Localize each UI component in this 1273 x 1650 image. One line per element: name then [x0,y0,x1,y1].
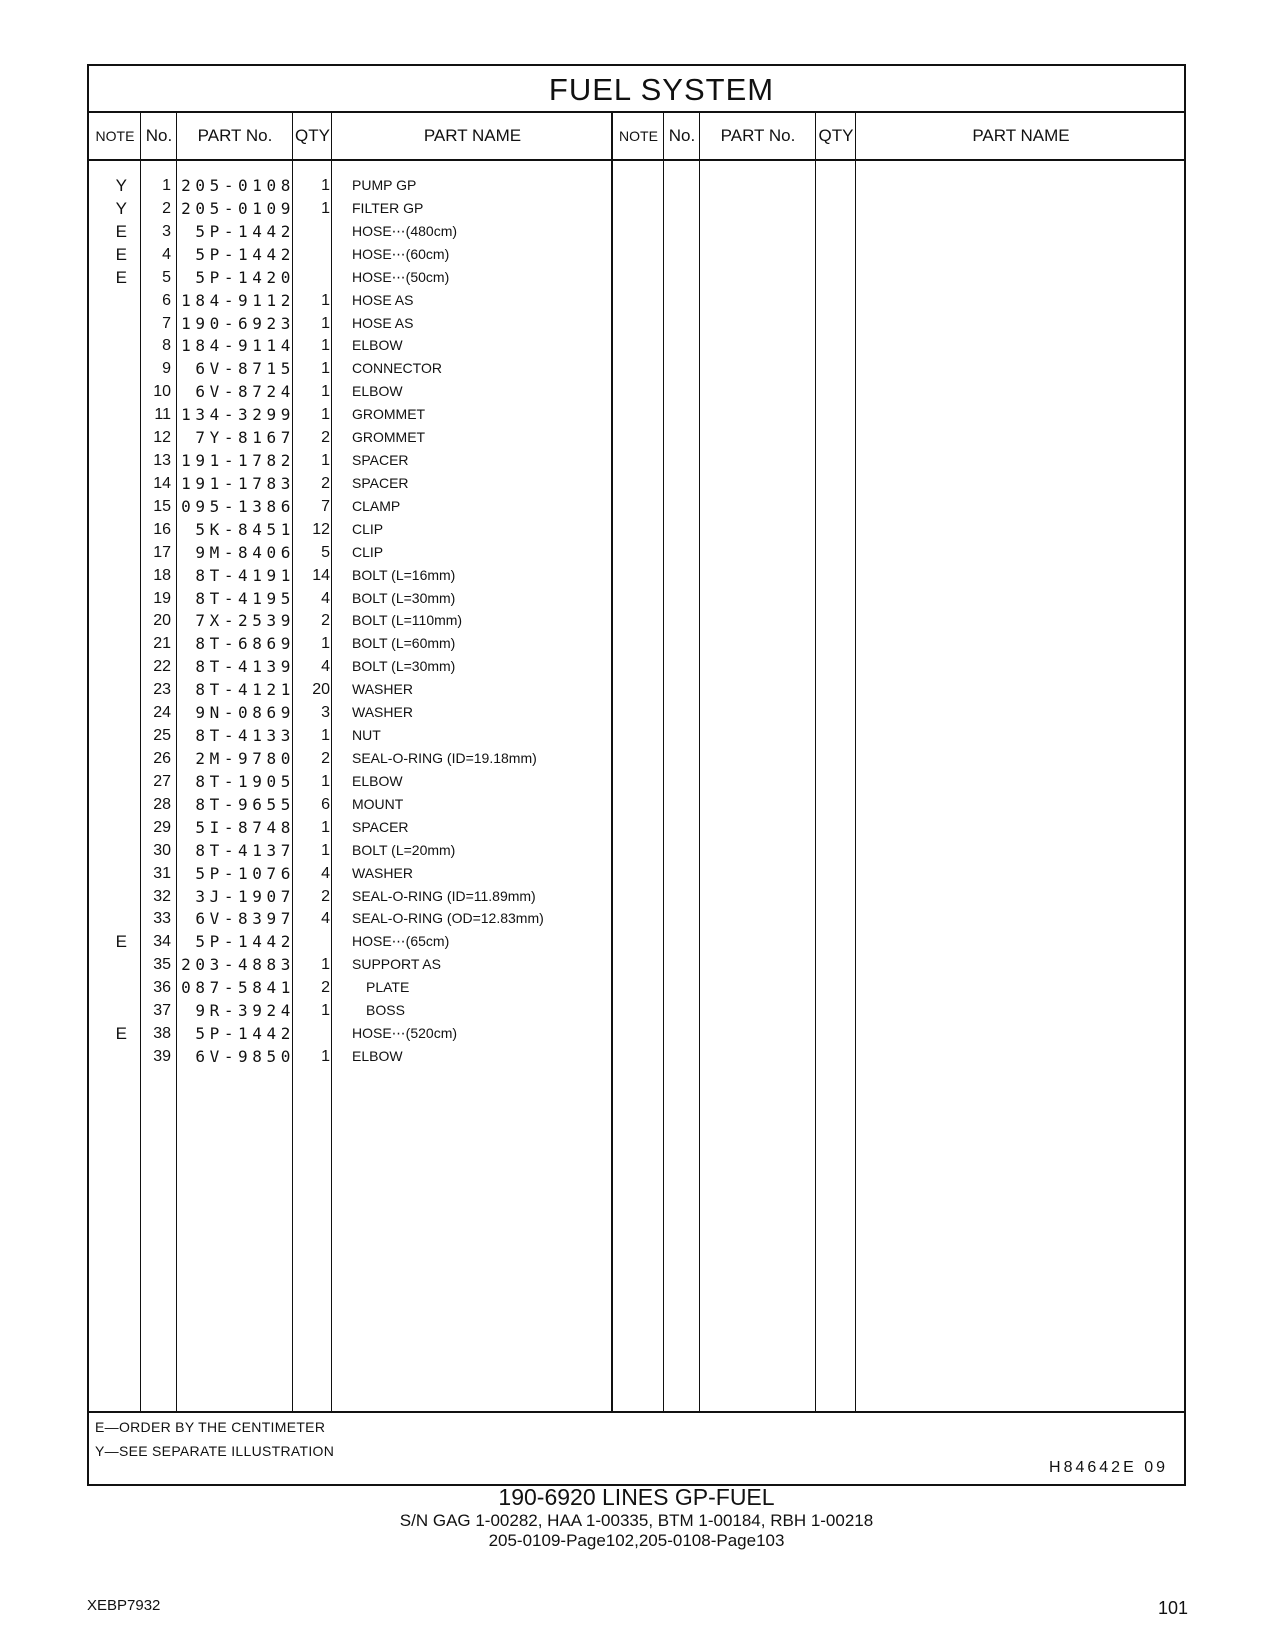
row-part-number: 087-5841 [181,978,295,998]
table-row [89,976,649,999]
table-row [89,426,649,449]
row-part-name: HOSE⋯(65cm) [352,933,450,950]
row-quantity: 4 [321,589,330,607]
row-part-number: 9M-8406 [195,542,295,562]
row-part-number: 5I-8748 [195,817,295,837]
row-quantity: 1 [321,772,330,790]
row-quantity: 1 [321,360,330,378]
row-number: 21 [153,635,171,653]
header-part-name-right: PART NAME [972,126,1070,145]
table-row [89,243,649,266]
row-number: 7 [162,314,171,332]
row-note: Y [115,176,127,195]
row-part-number: 205-0108 [181,176,295,195]
row-number: 6 [162,291,171,309]
row-part-number: 8T-4139 [195,657,295,677]
row-part-name: HOSE⋯(520cm) [352,1025,458,1042]
table-row [89,678,649,701]
row-number: 19 [153,589,171,607]
row-quantity: 2 [321,612,330,630]
table-row [89,930,649,953]
row-part-name: CLAMP [352,497,401,514]
table-row [89,655,649,678]
row-note: E [115,244,127,264]
legend-e: E—ORDER BY THE CENTIMETER [95,1419,326,1435]
row-number: 39 [153,1047,171,1065]
table-row [89,220,649,243]
row-note: E [115,932,127,952]
row-quantity: 1 [321,406,330,424]
table-row [89,564,649,587]
row-quantity: 1 [321,1047,330,1065]
row-part-name: ELBOW [352,337,403,354]
table-header [89,113,1184,161]
row-part-name: HOSE⋯(50cm) [352,268,450,285]
table-row [89,357,649,380]
row-part-name: HOSE⋯(60cm) [352,245,450,262]
row-part-name: SEAL-O-RING (OD=12.83mm) [352,910,544,927]
row-number: 32 [153,887,171,905]
row-number: 23 [153,681,171,699]
row-part-number: 6V-8715 [195,359,295,379]
row-part-number: 5K-8451 [195,519,295,539]
header-no-right: No. [668,126,696,145]
row-number: 18 [153,566,171,584]
row-number: 5 [162,268,171,286]
table-row [89,1045,649,1068]
row-part-number: 9N-0869 [195,703,295,723]
row-part-name: SPACER [352,474,409,491]
row-part-number: 205-0109 [181,198,295,218]
row-quantity: 1 [321,383,330,401]
table-footer [89,1411,1184,1484]
row-part-name: PLATE [366,979,410,996]
parts-table-frame [87,64,1186,1486]
row-number: 27 [153,772,171,790]
table-row [89,403,649,426]
row-part-number: 6V-9850 [195,1046,295,1066]
row-number: 26 [153,750,171,767]
row-note: E [115,221,127,241]
row-quantity: 1 [321,727,330,745]
row-part-number: 8T-4137 [195,840,295,860]
row-part-name: BOLT (L=30mm) [352,658,456,675]
row-part-number: 6V-8724 [195,382,295,402]
group-caption: 190-6920 LINES GP-FUEL [498,1484,775,1510]
row-number: 28 [153,795,171,813]
row-part-number: 8T-4191 [195,565,295,585]
row-number: 12 [153,429,171,447]
row-number: 4 [162,245,171,263]
table-row [89,174,649,197]
illustration-reference-code: H84642E 09 [1049,1459,1168,1476]
table-row [89,999,649,1022]
row-part-name: HOSE⋯(480cm) [352,222,458,239]
row-quantity: 6 [321,795,330,813]
table-row [89,747,649,770]
page-title [89,66,1184,113]
row-number: 36 [153,979,171,997]
row-part-number: 184-9114 [181,336,295,356]
table-row [89,816,649,839]
row-number: 15 [153,497,171,515]
parts-list [89,161,1184,1411]
row-quantity: 2 [321,887,330,905]
table-row [89,793,649,816]
table-row [89,953,649,976]
row-quantity: 5 [321,543,330,561]
row-part-number: 190-6923 [181,313,295,333]
row-part-number: 8T-4121 [195,680,295,700]
row-number: 2 [162,199,171,217]
row-part-number: 5P-1442 [195,1024,295,1044]
row-number: 24 [153,704,171,722]
row-number: 1 [162,177,171,194]
row-part-number: 6V-8397 [195,909,295,929]
row-part-name: HOSE AS [352,291,414,308]
row-part-name: HOSE AS [352,314,414,331]
row-note: Y [115,198,127,218]
row-quantity: 4 [321,864,330,882]
row-quantity: 1 [321,841,330,859]
row-part-number: 8T-6869 [195,634,295,654]
row-part-name: FILTER GP [352,199,424,216]
row-number: 22 [153,658,171,676]
table-row [89,770,649,793]
header-part-no-right: PART No. [720,126,796,145]
row-part-name: SUPPORT AS [352,956,441,973]
row-number: 33 [153,910,171,928]
row-quantity: 1 [321,199,330,217]
row-quantity: 1 [321,177,330,194]
row-number: 25 [153,727,171,745]
table-row [89,312,649,335]
row-part-name: BOLT (L=20mm) [352,841,456,858]
row-part-number: 7X-2539 [195,611,295,631]
publication-number: XEBP7932 [87,1597,161,1614]
row-number: 31 [153,864,171,882]
row-part-name: BOSS [366,1002,405,1019]
table-row [89,701,649,724]
table-row [89,587,649,610]
row-quantity: 20 [312,681,330,699]
row-part-number: 5P-1076 [195,863,295,883]
row-quantity: 12 [312,520,330,538]
row-part-number: 3J-1907 [195,886,295,906]
row-part-number: 9R-3924 [195,1001,295,1021]
row-quantity: 2 [321,979,330,997]
table-row [89,380,649,403]
table-row [89,724,649,747]
table-row [89,907,649,930]
header-qty-left: QTY [295,126,330,145]
table-row [89,518,649,541]
row-part-number: 203-4883 [181,955,295,975]
row-part-name: WASHER [352,681,413,698]
row-number: 10 [153,383,171,401]
row-part-name: CONNECTOR [352,360,442,377]
row-part-name: WASHER [352,864,413,881]
row-part-name: ELBOW [352,1047,403,1064]
row-quantity: 1 [321,956,330,974]
row-number: 34 [153,933,171,951]
row-quantity: 2 [321,429,330,447]
row-number: 3 [162,222,171,240]
table-row [89,334,649,357]
row-quantity: 1 [321,452,330,470]
table-row [89,632,649,655]
row-quantity: 4 [321,658,330,676]
row-number: 14 [153,474,171,492]
row-note: E [115,1024,127,1044]
row-part-name: MOUNT [352,795,404,812]
row-part-name: BOLT (L=60mm) [352,635,456,652]
table-row [89,541,649,564]
table-row [89,1022,649,1045]
header-qty-right: QTY [818,126,854,145]
row-quantity: 1 [321,337,330,355]
header-no-left: No. [145,126,173,145]
row-quantity: 7 [321,497,330,515]
row-part-number: 184-9112 [181,290,295,310]
row-quantity: 1 [321,1002,330,1020]
table-row [89,862,649,885]
row-number: 29 [153,818,171,836]
row-number: 16 [153,520,171,538]
row-part-number: 134-3299 [181,405,295,425]
row-part-number: 2M-9780 [195,749,295,768]
row-part-name: BOLT (L=110mm) [352,612,463,629]
row-part-number: 191-1783 [181,473,295,493]
row-number: 11 [154,406,171,424]
row-note: E [115,267,127,287]
row-part-name: ELBOW [352,772,403,789]
page-references: 205-0109-Page102,205-0108-Page103 [488,1531,785,1550]
row-number: 17 [153,543,171,561]
table-row [89,472,649,495]
row-quantity: 2 [321,750,330,767]
row-part-number: 095-1386 [181,496,295,516]
row-part-number: 8T-4133 [195,726,295,746]
row-number: 37 [153,1002,171,1020]
table-row [89,266,649,289]
table-row [89,495,649,518]
header-part-no-left: PART No. [197,126,273,145]
row-part-name: BOLT (L=16mm) [352,566,456,583]
row-part-number: 5P-1442 [195,932,295,952]
row-part-number: 8T-9655 [195,794,295,814]
row-number: 13 [153,452,171,470]
table-row [89,885,649,908]
row-part-name: NUT [352,727,381,744]
row-part-name: GROMMET [352,429,426,446]
row-part-name: SEAL-O-RING (ID=11.89mm) [352,887,536,904]
row-number: 9 [162,360,171,378]
header-part-name-left: PART NAME [423,126,522,145]
row-part-name: CLIP [352,520,384,537]
row-part-name: BOLT (L=30mm) [352,589,456,606]
serial-numbers: S/N GAG 1-00282, HAA 1-00335, BTM 1-00184, RBH 1-00218 [399,1511,874,1530]
row-number: 38 [153,1025,171,1043]
row-quantity: 1 [321,635,330,653]
row-part-number: 191-1782 [181,451,295,471]
page-number: 101 [1157,1598,1188,1618]
table-row [89,609,649,632]
row-quantity: 1 [321,291,330,309]
row-part-name: SPACER [352,452,409,469]
row-quantity: 3 [321,704,330,722]
row-part-name: WASHER [352,704,413,721]
header-note-right: NOTE [619,128,658,144]
row-number: 20 [153,612,171,630]
row-part-name: SEAL-O-RING (ID=19.18mm) [352,750,537,766]
row-part-number: 8T-1905 [195,771,295,791]
row-quantity: 4 [321,910,330,928]
row-quantity: 2 [321,474,330,492]
row-part-name: ELBOW [352,383,403,400]
row-part-number: 7Y-8167 [195,428,295,448]
row-number: 35 [153,956,171,974]
table-row [89,197,649,220]
page-title-text: FUEL SYSTEM [548,72,775,107]
row-part-name: CLIP [352,543,384,560]
row-part-name: SPACER [352,818,409,835]
row-part-name: GROMMET [352,406,426,423]
row-part-name: PUMP GP [352,177,417,193]
row-quantity: 14 [312,566,330,584]
row-quantity: 1 [321,818,330,836]
row-part-number: 5P-1442 [195,244,295,264]
row-number: 30 [153,841,171,859]
table-row [89,289,649,312]
legend-y: Y—SEE SEPARATE ILLUSTRATION [95,1443,335,1459]
row-quantity: 1 [321,314,330,332]
row-part-number: 5P-1442 [195,221,295,241]
table-row [89,839,649,862]
row-number: 8 [162,337,171,355]
header-note-left: NOTE [95,128,135,144]
row-part-number: 5P-1420 [195,267,295,287]
table-row [89,449,649,472]
row-part-number: 8T-4195 [195,588,295,608]
